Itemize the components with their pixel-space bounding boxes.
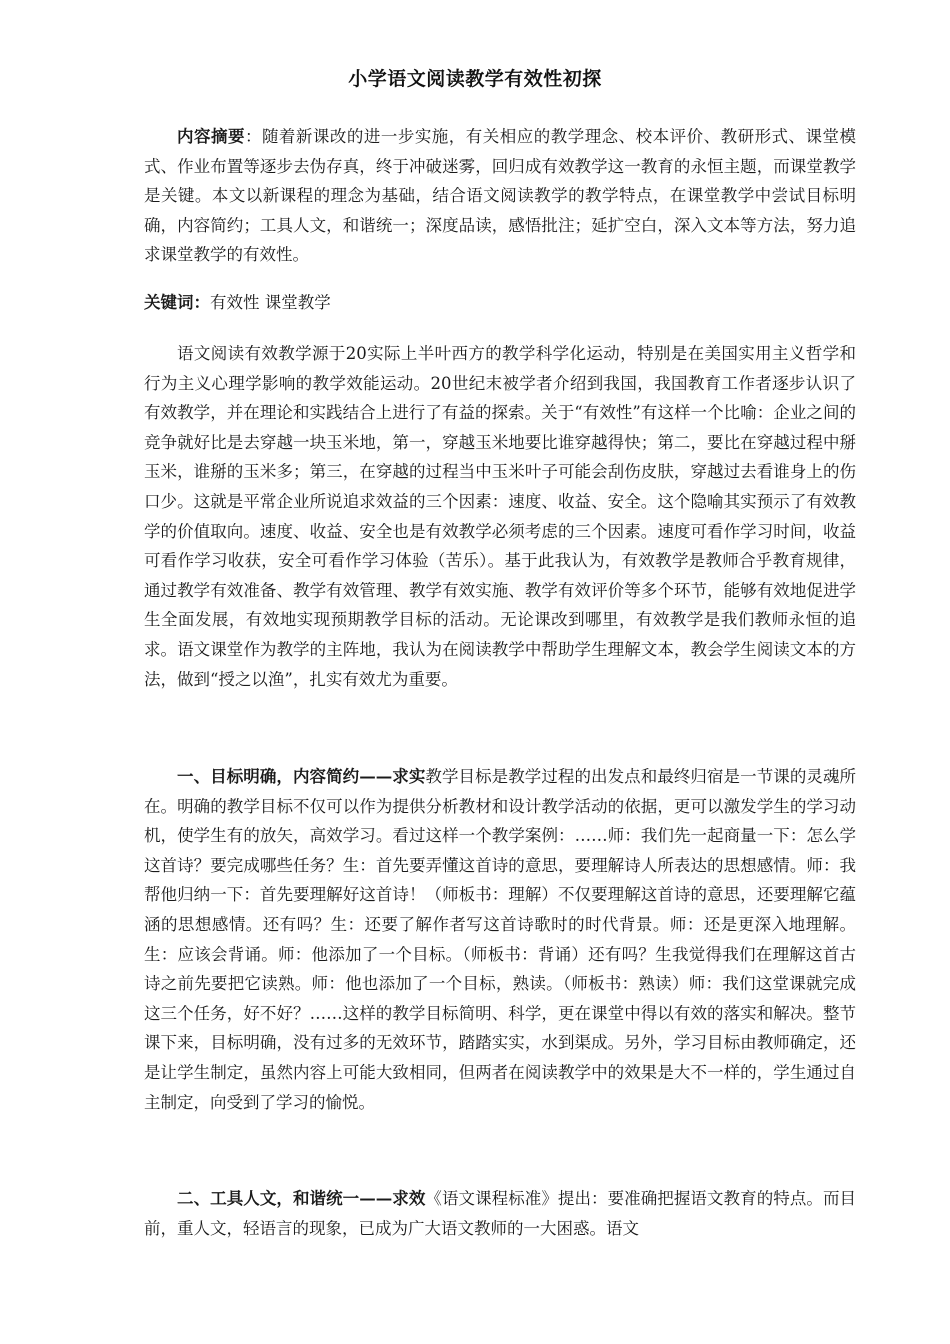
document-title: 小学语文阅读教学有效性初探	[348, 68, 602, 90]
abstract-label: 内容摘要	[177, 127, 245, 146]
keywords-line	[144, 288, 856, 318]
abstract-paragraph	[144, 122, 856, 270]
keywords-text: 有效性 课堂教学	[210, 293, 331, 312]
section-2-heading: 二、工具人文，和谐统一——求效	[177, 1189, 426, 1208]
section-1-paragraph	[144, 762, 856, 1117]
section-2-paragraph	[144, 1184, 856, 1243]
abstract-text: ：随着新课改的进一步实施，有关相应的教学理念、校本评价、教研形式、课堂模式、作业布置等逐步去伪存真，终于冲破迷雾，回归成有效教学这一教育的永恒主题，而课堂教学是关键。本文以新课程的理念为基础，结合语文阅读教学的教学特点，在课堂教学中尝试目标明确，内容简约；工具人文，和谐统一；深度品读，感悟批注；延扩空白，深入文本等方法，努力追求课堂教学的有效性。	[144, 127, 857, 265]
section-1-text: 教学目标是教学过程的出发点和最终归宿是一节课的灵魂所在。明确的教学目标不仅可以作为提供分析教材和设计教学活动的依据，更可以激发学生的学习动机，使学生有的放矢，高效学习。看过这样一个教学案例：……师：我们先一起商量一下：怎么学这首诗？要完成哪些任务？生：首先要弄懂这首诗的意思，要理解诗人所表达的思想感情。师：我帮他归纳一下：首先要理解好这首诗！（师板书：理解）不仅要理解这首诗的意思，还要理解它蕴涵的思想感情。还有吗？生：还要了解作者写这首诗歌时的时代背景。师：还是更深入地理解。生：应该会背诵。师：他添加了一个目标。（师板书：背诵）还有吗？生我觉得我们在理解这首古诗之前先要把它读熟。师：他也添加了一个目标，熟读。（师板书：熟读）师：我们这堂课就完成这三个任务，好不好？……这样的教学目标简明、科学，更在课堂中得以有效的落实和解决。整节课下来，目标明确，没有过多的无效环节，踏踏实实，水到渠成。另外，学习目标由教师确定，还是让学生制定，虽然内容上可能大致相同，但两者在阅读教学中的效果是大不一样的，学生通过自主制定，向受到了学习的愉悦。	[144, 767, 857, 1112]
section-1-heading: 一、目标明确，内容简约——求实	[177, 767, 426, 786]
section-2-text: 《语文课程标准》提出：要准确把握语文教育的特点。而目前，重人文，轻语言的现象，已成为广大语文教师的一大困惑。语文	[144, 1189, 857, 1238]
keywords-label: 关键词：	[144, 293, 210, 312]
intro-paragraph: 语文阅读有效教学源于20实际上半叶西方的教学科学化运动，特别是在美国实用主义哲学和行为主义心理学影响的教学效能运动。20世纪末被学者介绍到我国，我国教育工作者逐步认识了有效教学，并在理论和实践结合上进行了有益的探索。关于“有效性”有这样一个比喻：企业之间的竞争就好比是去穿越一块玉米地，第一，穿越玉米地要比谁穿越得快；第二，要比在穿越过程中掰玉米，谁掰的玉米多；第三，在穿越的过程当中玉米叶子可能会刮伤皮肤，穿越过去看谁身上的伤口少。这就是平常企业所说追求效益的三个因素：速度、收益、安全。这个隐喻其实预示了有效教学的价值取向。速度、收益、安全也是有效教学必须考虑的三个因素。速度可看作学习时间，收益可看作学习收获，安全可看作学习体验（苦乐）。基于此我认为，有效教学是教师合乎教育规律，通过教学有效准备、教学有效管理、教学有效实施、教学有效评价等多个环节，能够有效地促进学生全面发展，有效地实现预期教学目标的活动。无论课改到哪里，有效教学是我们教师永恒的追求。语文课堂作为教学的主阵地，我认为在阅读教学中帮助学生理解文本，教会学生阅读文本的方法，做到“授之以渔”，扎实有效尤为重要。	[144, 344, 856, 689]
